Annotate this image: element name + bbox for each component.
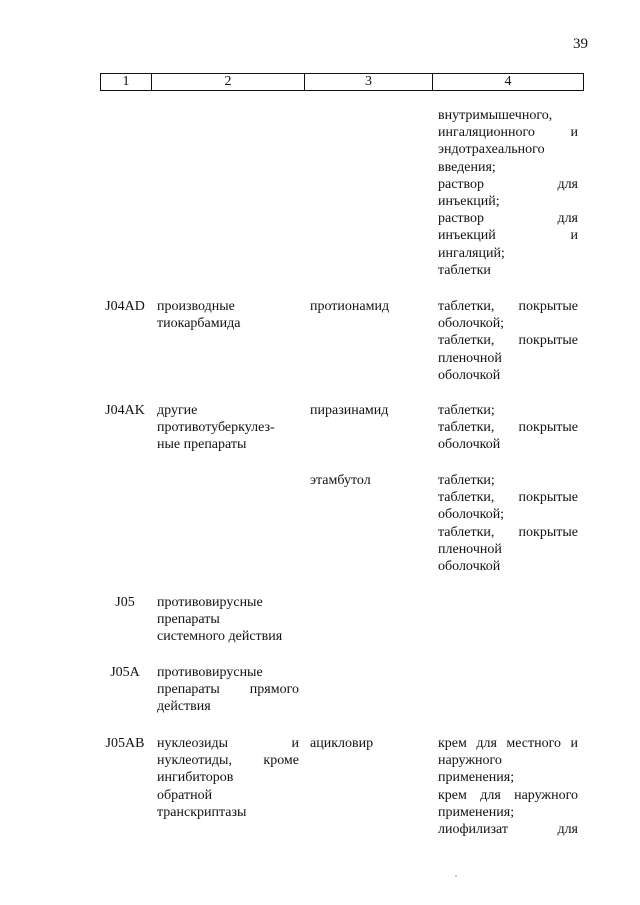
group-line: другие [157, 403, 198, 418]
dosage-forms [438, 298, 578, 384]
form-line: введения; [438, 159, 496, 175]
group-line: системного действия [157, 629, 283, 645]
form-line: таблетки [438, 262, 491, 278]
group-name [157, 402, 299, 454]
form-line: инъекций и [438, 228, 578, 244]
group-line: ингибиторов [157, 770, 234, 786]
group-line: препараты [157, 612, 220, 628]
header-col-1: 1 [122, 74, 130, 89]
form-line: таблетки, покрытые [438, 524, 578, 540]
form-line: раствор для [438, 211, 578, 227]
group-line: действия [157, 699, 211, 715]
atc-code: J05 [115, 595, 135, 610]
form-line: лиофилизат для [438, 822, 578, 838]
drug-name: этамбутол [310, 473, 371, 488]
group-name [157, 298, 299, 332]
group-line: противотуберкулез- [157, 420, 275, 436]
scan-speck [455, 875, 457, 877]
atc-code: J05A [110, 665, 140, 680]
form-line: применения; [438, 804, 515, 820]
form-line: таблетки, покрытые [438, 299, 578, 314]
dosage-forms [438, 472, 578, 575]
group-line: нуклеотиды, кроме [157, 753, 299, 769]
form-line: таблетки, покрытые [438, 490, 578, 506]
group-line: ные препараты [157, 437, 247, 453]
continuation-forms [438, 107, 578, 279]
header-col-2: 2 [224, 74, 232, 89]
form-line: пленочной [438, 541, 502, 557]
form-line: таблетки; [438, 403, 495, 418]
header-col-3: 3 [365, 74, 372, 89]
form-line: таблетки; [438, 473, 495, 488]
drug-name: ацикловир [310, 736, 374, 751]
form-line: применения; [438, 770, 515, 786]
form-line: оболочкой; [438, 507, 505, 523]
atc-code: J04AK [105, 403, 145, 418]
form-line: оболочкой [438, 367, 501, 383]
group-name [157, 594, 299, 646]
form-line: крем для местного и [438, 736, 578, 751]
group-line: тиокарбамида [157, 316, 241, 332]
form-line: ингаляций; [438, 245, 505, 261]
form-line: крем для наружного [438, 787, 578, 803]
form-line: эндотрахеального [438, 142, 545, 158]
table-header-row [100, 73, 584, 91]
form-line: таблетки, покрытые [438, 333, 578, 349]
form-line: ингаляционного и [438, 125, 578, 141]
drug-name: пиразинамид [310, 403, 389, 418]
form-line: оболочкой; [438, 316, 505, 332]
header-col-4: 4 [504, 74, 512, 89]
form-line: оболочкой [438, 437, 501, 453]
group-line: производные [157, 299, 235, 314]
form-line: таблетки, покрытые [438, 420, 578, 436]
form-line: инъекций; [438, 194, 500, 210]
group-name [157, 664, 299, 716]
form-line: оболочкой [438, 559, 501, 575]
dosage-forms [438, 735, 578, 838]
group-line: препараты прямого [157, 682, 299, 698]
form-line: внутримышечного, [438, 108, 553, 123]
atc-code: J04AD [105, 299, 145, 314]
group-line: транскриптазы [157, 804, 247, 820]
group-line: противовирусные [157, 595, 263, 610]
group-line: обратной [157, 787, 213, 803]
form-line: пленочной [438, 350, 502, 366]
page-number: 39 [573, 36, 588, 52]
form-line: раствор для [438, 176, 578, 192]
group-line: нуклеозиды и [157, 736, 299, 751]
form-line: наружного [438, 753, 502, 769]
dosage-forms [438, 402, 578, 454]
atc-code: J05AB [105, 736, 145, 751]
drug-name: протионамид [310, 299, 390, 314]
group-line: противовирусные [157, 665, 263, 680]
group-name [157, 735, 299, 821]
